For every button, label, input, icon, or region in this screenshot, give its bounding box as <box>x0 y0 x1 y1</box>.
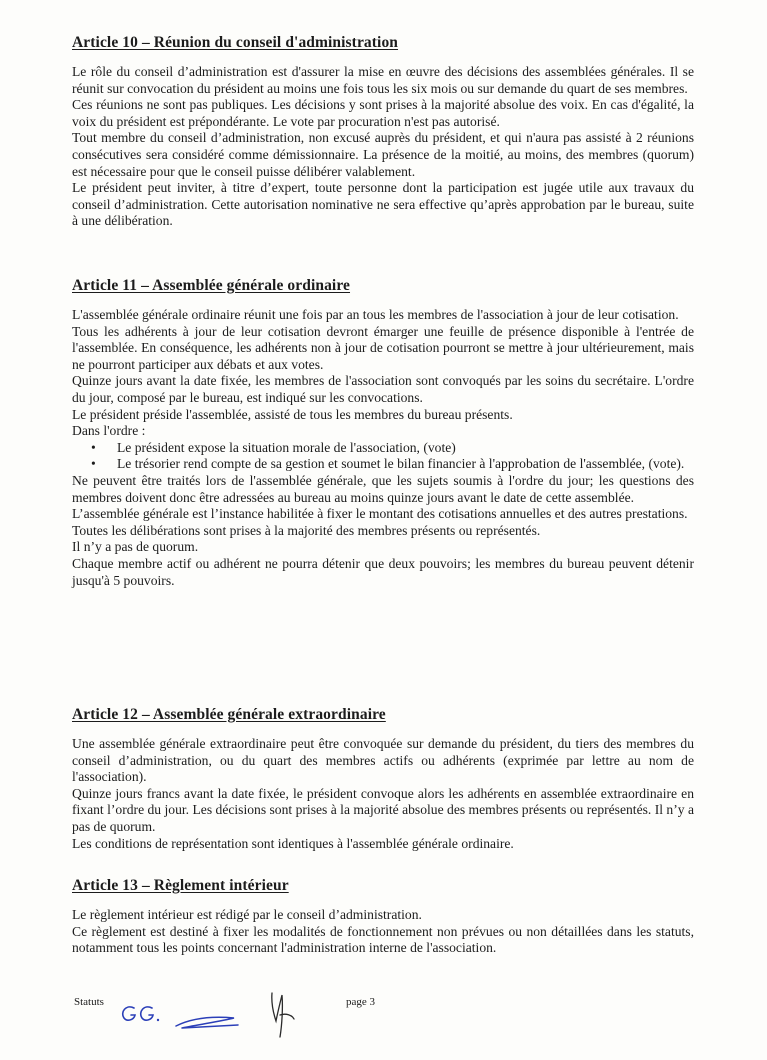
paragraph: Ne peuvent être traités lors de l'assemblée générale, que les sujets soumis à l'ordre du jour; les questions des membres doivent donc être adressées au bureau au moins quinze jours avant le date de cette assemblée. <box>72 472 694 505</box>
paragraph: Tout membre du conseil d’administration, non excusé auprès du président, et qui n'aura pas assisté à 2 réunions consécutives sera considéré comme démissionnaire. La présence de la moitié, au moins, des membres (quorum) est nécessaire pour que le conseil puisse délibérer valablement. <box>72 130 694 179</box>
signature-scribble <box>172 1012 242 1034</box>
initials-signature <box>118 1000 176 1030</box>
paragraph: Les conditions de représentation sont identiques à l'assemblée générale ordinaire. <box>72 835 514 851</box>
article-body <box>72 736 694 852</box>
paragraph: Chaque membre actif ou adhérent ne pourra détenir que deux pouvoirs; les membres du bureau peuvent détenir jusqu'à 5 pouvoirs. <box>72 555 694 588</box>
paragraph: Tous les adhérents à jour de leur cotisation devront émarger une feuille de présence disponible à l'entrée de l'assemblée. En conséquence, les adhérents non à jour de cotisation pourront se mettre à jour ultérieurement, mais ne pourront participer aux débats et aux votes. <box>72 323 694 372</box>
article-heading: Article 11 – Assemblée générale ordinaire <box>72 277 351 294</box>
article-heading: Article 13 – Règlement intérieur <box>72 877 289 894</box>
paragraph: Dans l'ordre : <box>72 423 146 439</box>
footer-label: Statuts <box>74 996 104 1008</box>
bullet-list <box>72 440 694 473</box>
article-heading: Article 12 – Assemblée générale extraordinaire <box>72 706 386 723</box>
article-body <box>72 307 694 589</box>
paragraph: Ce règlement est destiné à fixer les modalités de fonctionnement non prévues ou non détaillées dans les statuts, notamment tous les points concernant l'administration interne de l'association. <box>72 923 694 956</box>
paragraph: Il n’y a pas de quorum. <box>72 539 199 555</box>
paragraph: L’assemblée générale est l’instance habilitée à fixer le montant des cotisations annuelles et des autres prestations. <box>72 506 688 522</box>
paragraph: Le règlement intérieur est rédigé par le conseil d’administration. <box>72 907 422 922</box>
paragraph: Ces réunions ne sont pas publiques. Les décisions y sont prises à la majorité absolue des voix. En cas d'égalité, la voix du président est prépondérante. Le vote par procuration n'est pas autorisé. <box>72 97 694 129</box>
paragraph: Le président préside l'assemblée, assisté de tous les membres du bureau présents. <box>72 406 513 422</box>
paragraph: Toutes les délibérations sont prises à la majorité des membres présents ou représentés. <box>72 522 541 538</box>
list-item: • Le président expose la situation morale de l'association, (vote) <box>116 440 694 457</box>
list-item: • Le trésorier rend compte de sa gestion et soumet le bilan financier à l'approbation de l'assemblée, (vote). <box>116 456 694 473</box>
paragraph: Le président peut inviter, à titre d’expert, toute personne dont la participation est jugée utile aux travaux du conseil d’administration. Cette autorisation nominative ne sera effective qu’après approbation par le bureau, suite à une délibération. <box>72 180 694 229</box>
article-body <box>72 64 694 230</box>
paragraph: Quinze jours avant la date fixée, les membres de l'association sont convoqués par les soins du secrétaire. L'ordre du jour, composé par le bureau, est indiqué sur les convocations. <box>72 373 694 405</box>
paragraph: Quinze jours francs avant la date fixée, le président convoque alors les adhérents en assemblée extraordinaire en fixant l’ordre du jour. Les décisions sont prises à la majorité absolue des membres présents ou représentés. Il n’y a pas de quorum. <box>72 785 694 834</box>
page-number: page 3 <box>346 996 376 1008</box>
article-body <box>72 907 694 957</box>
article-heading: Article 10 – Réunion du conseil d'administration <box>72 34 399 51</box>
article-12 <box>72 706 694 852</box>
signature-ink <box>262 985 302 1041</box>
paragraph: L'assemblée générale ordinaire réunit une fois par an tous les membres de l'association à jour de leur cotisation. <box>72 307 679 322</box>
article-10 <box>72 34 694 230</box>
paragraph: Une assemblée générale extraordinaire peut être convoquée sur demande du président, du tiers des membres du conseil d’administration, ou du quart des membres actifs ou adhérents (exprimée par lettre au nom de l'association). <box>72 736 694 785</box>
paragraph: Le rôle du conseil d’administration est d'assurer la mise en œuvre des décisions des assemblées générales. Il se réunit sur convocation du président au moins une fois tous les six mois ou sur demande du quart de ses membres. <box>72 64 694 96</box>
article-13 <box>72 877 694 957</box>
article-11 <box>72 277 694 589</box>
